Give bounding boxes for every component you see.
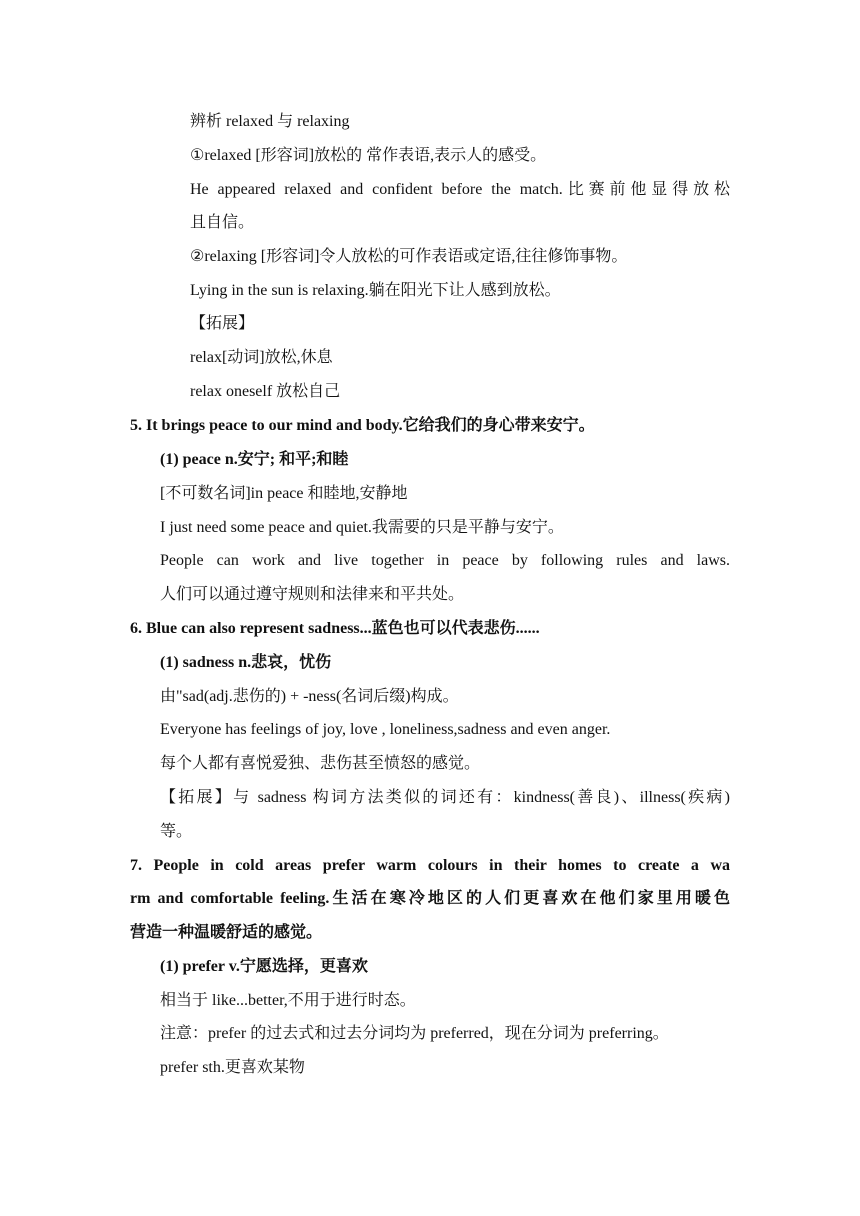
text-line-relaxing-definition: ②relaxing [形容词]令人放松的可作表语或定语,往往修饰事物。 — [190, 248, 628, 265]
text-line-relax-oneself: relax oneself 放松自己 — [190, 383, 341, 400]
text-line-distinguish-heading: 辨析 relaxed 与 relaxing — [190, 113, 350, 130]
section-heading-7: 7. People in cold areas prefer warm colours in their homes to create a wa — [130, 857, 730, 874]
section-heading-7-translation-cont: 营造一种温暖舒适的感觉。 — [130, 924, 323, 941]
text-line-prefer-note: 注意：prefer 的过去式和过去分词均为 preferred，现在分词为 preferring。 — [160, 1025, 669, 1042]
text-line-sadness-formation: 由"sad(adj.悲伤的) + -ness(名词后缀)构成。 — [160, 688, 459, 705]
text-line-sadness-example: Everyone has feelings of joy, love , loneliness,sadness and even anger. — [160, 721, 611, 738]
text-line-relaxed-definition: ①relaxed [形容词]放松的 常作表语,表示人的感受。 — [190, 147, 547, 164]
text-line-relaxed-example-cont: 且自信。 — [190, 214, 255, 231]
text-line-sadness-extension: 【拓展】与 sadness 构词方法类似的词还有：kindness(善良)、illness(疾病) — [160, 789, 730, 806]
subheading-peace: (1) peace n.安宁; 和平;和睦 — [160, 451, 349, 468]
text-line-sadness-example-translation: 每个人都有喜悦爱独、悲伤甚至愤怒的感觉。 — [160, 755, 481, 772]
text-line-prefer-equivalent: 相当于 like...better,不用于进行时态。 — [160, 992, 416, 1009]
text-line-relax-verb: relax[动词]放松,休息 — [190, 349, 333, 366]
section-heading-7-cont: rm and comfortable feeling.生活在寒冷地区的人们更喜欢在他们家里用暖色 — [130, 890, 730, 907]
subheading-sadness: (1) sadness n.悲哀，忧伤 — [160, 654, 332, 671]
text-line-relaxed-example: He appeared relaxed and confident before the match.比赛前他显得放松 — [190, 181, 730, 198]
text-line-peace-example-2: People can work and live together in peace by following rules and laws. — [160, 552, 730, 569]
section-heading-5: 5. It brings peace to our mind and body.它给我们的身心带来安宁。 — [130, 417, 595, 434]
text-line-peace-example-1: I just need some peace and quiet.我需要的只是平静与安宁。 — [160, 519, 564, 536]
text-line-extension-label: 【拓展】 — [190, 315, 255, 332]
text-line-peace-example-2-translation: 人们可以通过遵守规则和法律来和平共处。 — [160, 586, 465, 603]
text-line-prefer-sth: prefer sth.更喜欢某物 — [160, 1059, 305, 1076]
subheading-prefer: (1) prefer v.宁愿选择，更喜欢 — [160, 958, 368, 975]
section-heading-6: 6. Blue can also represent sadness...蓝色也可以代表悲伤...... — [130, 620, 540, 637]
text-line-relaxing-example: Lying in the sun is relaxing.躺在阳光下让人感到放松。 — [190, 282, 561, 299]
text-line-sadness-extension-cont: 等。 — [160, 823, 193, 840]
text-line-in-peace: [不可数名词]in peace 和睦地,安静地 — [160, 485, 408, 502]
